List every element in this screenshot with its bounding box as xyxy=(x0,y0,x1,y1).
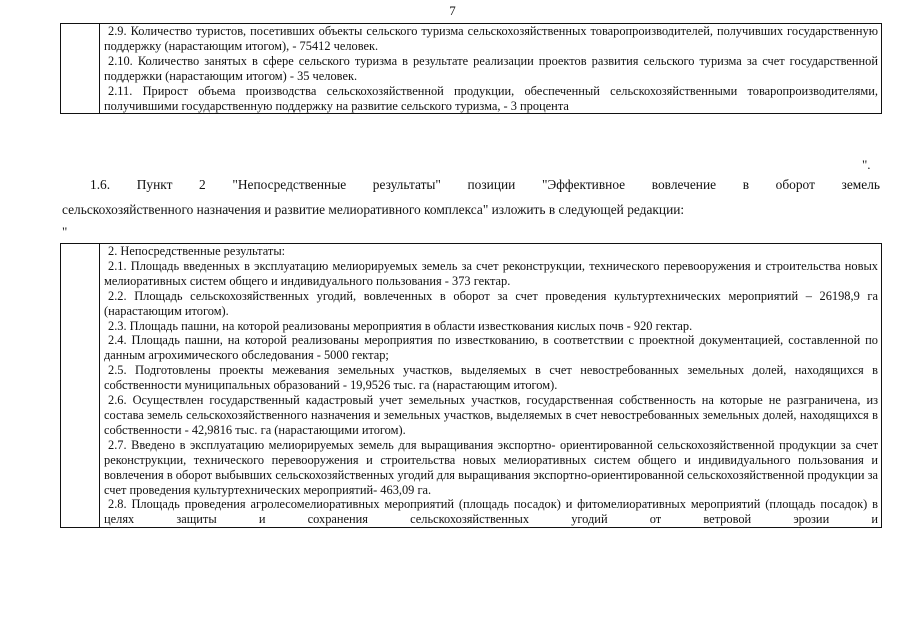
table-text-cell xyxy=(100,24,882,114)
paragraph-2-2: 2.2. Площадь сельскохозяйственных угодий, вовлеченных в оборот за счет проведения культуртехнических мероприятий – 26198,9 га (нарастающим итогом). xyxy=(104,288,878,318)
paragraph-2-7: 2.7. Введено в эксплуатацию мелиорируемых земель для выращивания экспортно- ориентированной сельскохозяйственной продукции за счет реконструкции, технического перевооружения и строительства новых мелиоративных систем общего и индивидуального пользования и вовлечения в оборот выбывших сельскохозяйственных угодий для выращивания экспортно-ориентированной сельскохозяйственной продукции за счет проведения культуртехнических мероприятий- 463,09 га. xyxy=(104,437,878,497)
indicators-table-continued xyxy=(60,23,882,114)
paragraph-2-9: 2.9. Количество туристов, посетивших объекты сельского туризма сельскохозяйственных товаропроизводителей, получивших государственную поддержку (нарастающим итогом), - 75412 человек. xyxy=(104,24,878,53)
table-text-cell xyxy=(100,244,882,528)
page-number: 7 xyxy=(449,3,456,18)
table-left-cell xyxy=(61,24,100,114)
closing-quote: ". xyxy=(862,157,871,172)
paragraph-2-11: 2.11. Прирост объема производства сельскохозяйственной продукции, обеспеченный сельскохозяйственными товаропроизводителями, получившими государственную поддержку на развитие сельского туризма, - 3 процента xyxy=(104,83,878,113)
direct-results-table xyxy=(60,243,882,528)
amendment-text-line-2: сельскохозяйственного назначения и развитие мелиоративного комплекса" изложить в следующей редакции: xyxy=(62,202,685,217)
opening-quote: " xyxy=(62,224,68,239)
paragraph-2-3: 2.3. Площадь пашни, на которой реализованы мероприятия в области известкования кислых почв - 920 гектар. xyxy=(108,318,693,333)
paragraph-2-8: 2.8. Площадь проведения агролесомелиоративных мероприятий (площадь посадок) и фитомелиоративных мероприятий (площадь посадок) в целях защиты и сохранения сельскохозяйственных угодий от ветровой эрозии и xyxy=(104,497,878,527)
amendment-text-line-1: 1.6. Пункт 2 "Непосредственные результаты" позиции "Эффективное вовлечение в оборот земель xyxy=(90,177,880,192)
table-left-cell xyxy=(61,244,100,528)
paragraph-2-6: 2.6. Осуществлен государственный кадастровый учет земельных участков, государственная собственность на которые не разграничена, из состава земель сельскохозяйственного назначения и земельных участков, выделяемых в счет невостребованных земельных долей, находящихся в собственности - 42,9816 тыс. га (нарастающими итогом). xyxy=(104,393,878,437)
paragraph-2-10: 2.10. Количество занятых в сфере сельского туризма в результате реализации проектов развития сельского туризма за счет государственной поддержки (нарастающим итогом) - 35 человек. xyxy=(104,53,878,83)
paragraph-2-heading: 2. Непосредственные результаты: xyxy=(108,244,286,258)
paragraph-2-5: 2.5. Подготовлены проекты межевания земельных участков, выделяемых в счет невостребованных земельных долей, находящихся в собственности муниципальных образований - 19,9526 тыс. га (нарастающим итогом). xyxy=(104,363,878,393)
paragraph-2-4: 2.4. Площадь пашни, на которой реализованы мероприятия по известкованию, в соответствии с проектной документацией, составленной по данным агрохимического обследования - 5000 гектар; xyxy=(104,333,878,363)
paragraph-2-1: 2.1. Площадь введенных в эксплуатацию мелиорируемых земель за счет реконструкции, технического перевооружения и строительства новых мелиоративных систем общего и индивидуального пользования - 373 гектар. xyxy=(104,258,878,288)
